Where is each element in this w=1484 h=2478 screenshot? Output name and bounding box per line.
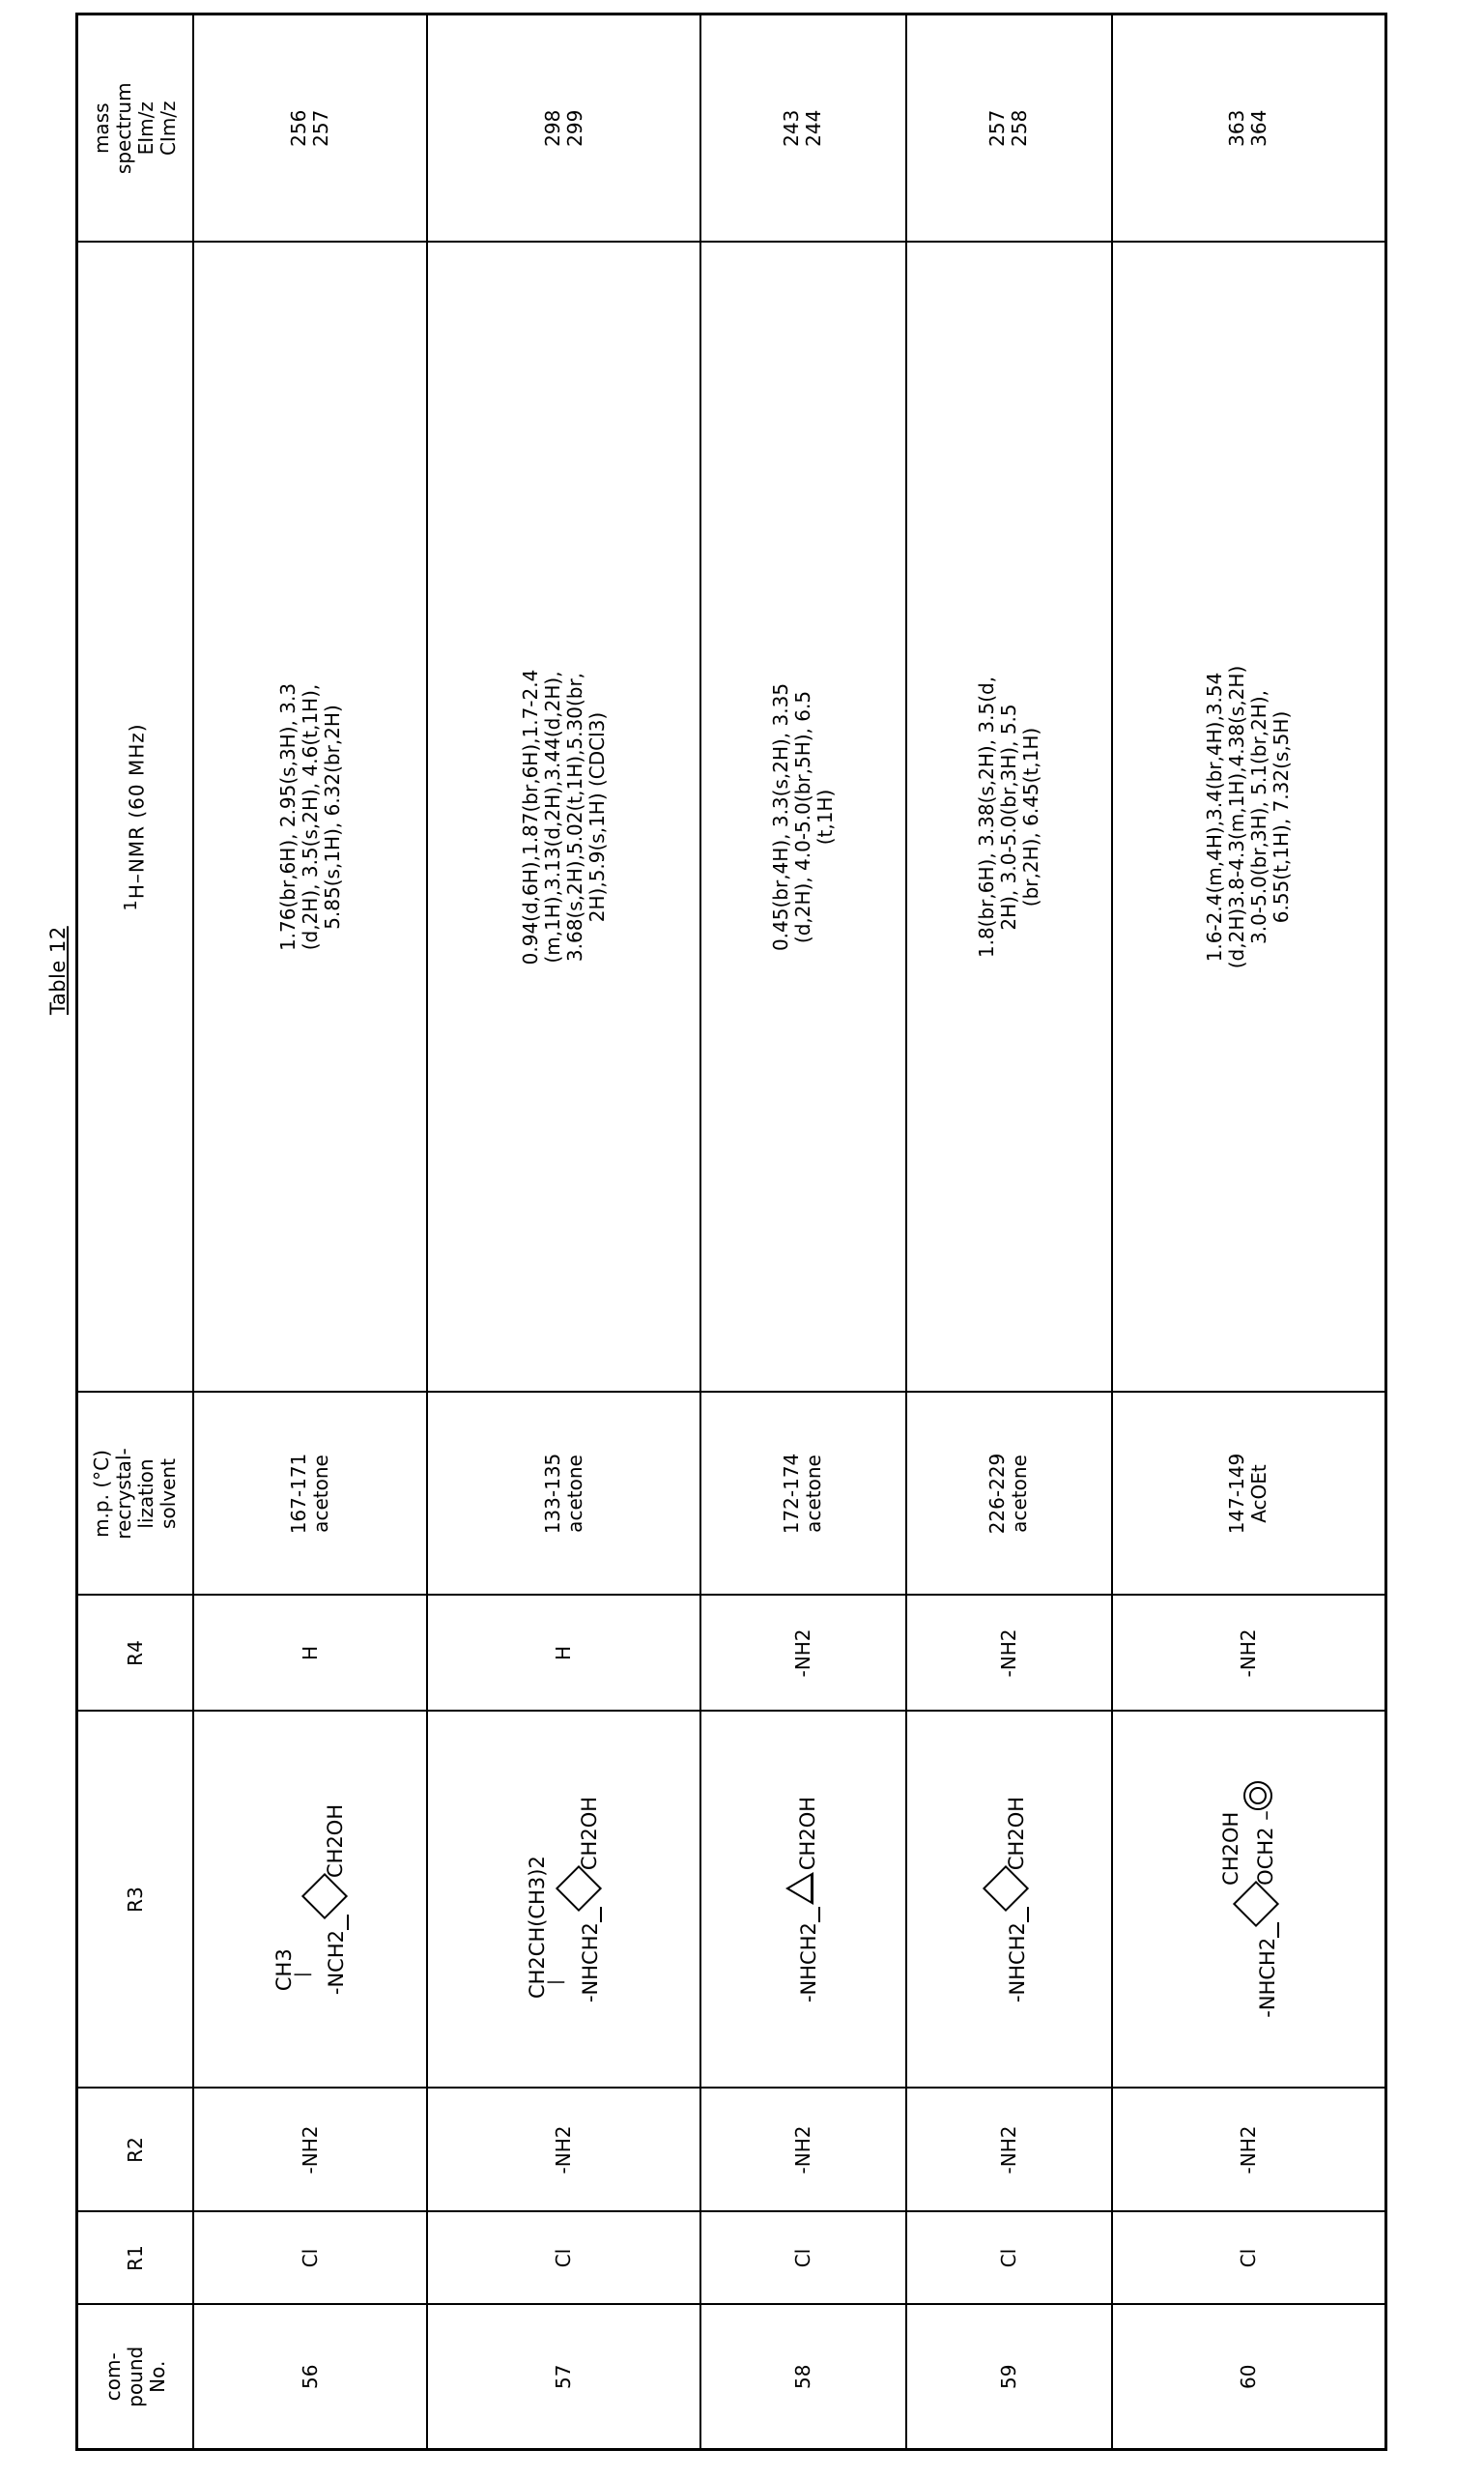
table-row [193, 14, 427, 2450]
cell-mp-solvent: 133-135 acetone [427, 1393, 699, 1596]
cyclobutyl-ring-icon [308, 1880, 346, 1913]
cell-mp-solvent: 172-174 acetone [700, 1393, 906, 1596]
cell-r2: -NH2 [427, 2089, 699, 2212]
header-r1: R1 [77, 2212, 194, 2305]
r3-right-group [795, 1797, 820, 1870]
r3-chain-label: -NHCH2 [1255, 1937, 1279, 2018]
ms-ci: 257 [309, 109, 333, 147]
table-caption: Table 12 [46, 926, 70, 1015]
bond-icon [1027, 1907, 1029, 1922]
header-nmr-label: H–NMR (60 MHz) [125, 723, 149, 900]
cell-r3 [1112, 1712, 1386, 2089]
bond-vertical-icon: | [545, 1978, 566, 1986]
cell-r1: Cl [1112, 2212, 1386, 2305]
data-table [75, 13, 1387, 2451]
r3-top-label: CH3 [271, 1948, 296, 1992]
cell-r2: -NH2 [906, 2089, 1112, 2212]
cyclobutyl-ring-icon [989, 1872, 1027, 1905]
cell-r3 [700, 1712, 906, 2089]
cell-mass-spectrum [193, 14, 427, 243]
bond-icon [600, 1907, 602, 1922]
cell-nmr: 1.76(br,6H), 2.95(s,3H), 3.3 (d,2H), 3.5(s,2H), 4.6(t,1H), 5.85(s,1H), 6.32(br,2H) [193, 243, 427, 1393]
structure-diagram [785, 1797, 820, 2003]
cell-compound-no: 56 [193, 2305, 427, 2450]
ms-ci: 244 [802, 109, 826, 147]
cell-r1: Cl [700, 2212, 906, 2305]
cell-r3 [906, 1712, 1112, 2089]
cell-mp-solvent: 147-149 AcOEt [1112, 1393, 1386, 1596]
cell-r2: -NH2 [1112, 2089, 1386, 2212]
r3-top-label: CH2CH(CH3)2 [526, 1856, 550, 2000]
cell-r4: H [193, 1596, 427, 1712]
r3-chain-label: -NHCH2 [578, 1922, 602, 2003]
bond-icon [347, 1915, 349, 1930]
r3-chain-label: -NHCH2 [1005, 1922, 1029, 2003]
header-nmr [77, 243, 194, 1393]
r3-right-label: CH2OH [1004, 1796, 1028, 1871]
table-header-row [77, 14, 194, 2450]
ms-ei: 363 [1225, 109, 1249, 147]
r3-right-label: CH2OH [795, 1796, 819, 1871]
cell-nmr: 1.8(br,6H), 3.38(s,2H), 3.5(d, 2H), 3.0-5.0(br,3H), 5.5 (br,2H), 6.45(t,1H) [906, 243, 1112, 1393]
cell-r3 [427, 1712, 699, 2089]
table-row [700, 14, 906, 2450]
cyclobutyl-ring-icon [1240, 1887, 1277, 1920]
r3-main-row [308, 1804, 348, 1995]
cell-mass-spectrum [700, 14, 906, 243]
cell-compound-no: 57 [427, 2305, 699, 2450]
r3-chain-label: -NHCH2 [797, 1922, 821, 2003]
r3-right-label: CH2OH [324, 1803, 348, 1879]
rotated-table-wrapper [75, 15, 1389, 2451]
header-compound-no: com- pound No. [77, 2305, 194, 2450]
phenyl-ring-icon [1243, 1781, 1272, 1810]
r3-right-label: CH2OH [577, 1796, 601, 1871]
cell-compound-no: 58 [700, 2305, 906, 2450]
ms-ei: 257 [985, 109, 1010, 147]
table-row [906, 14, 1112, 2450]
cell-compound-no: 60 [1112, 2305, 1386, 2450]
cell-r2: -NH2 [700, 2089, 906, 2212]
structure-diagram [272, 1804, 349, 1995]
r3-right-label: CH2OH [1219, 1811, 1243, 1886]
r3-right-group [1218, 1781, 1279, 1886]
cell-r1: Cl [906, 2212, 1112, 2305]
ms-ci: 258 [1008, 109, 1032, 147]
cell-r4: H [427, 1596, 699, 1712]
cell-r4: -NH2 [1112, 1596, 1386, 1712]
r3-main-row [989, 1797, 1029, 2003]
r3-main-row [1218, 1781, 1279, 2017]
cell-nmr: 0.94(d,6H),1.87(br,6H),1.7-2.4 (m,1H),3.13(d,2H),3.44(d,2H), 3.68(s,2H),5.02(t,1H),5.30(br, 2H),5.9(s,1H) (CDCl3) [427, 243, 699, 1393]
cell-r4: -NH2 [906, 1596, 1112, 1712]
cell-mp-solvent: 226-229 acetone [906, 1393, 1112, 1596]
bond-icon [818, 1907, 820, 1922]
cell-mass-spectrum [1112, 14, 1386, 243]
header-r2: R2 [77, 2089, 194, 2212]
r3-right-group [577, 1797, 602, 1870]
ms-ei: 298 [540, 109, 564, 147]
cell-compound-no: 59 [906, 2305, 1112, 2450]
r3-extra-text: OCH2 – [1254, 1810, 1278, 1886]
header-r4: R4 [77, 1596, 194, 1712]
bond-vertical-icon: | [291, 1972, 312, 1978]
cell-nmr: 0.45(br,4H), 3.3(s,2H), 3.35 (d,2H), 4.0-5.0(br,5H), 6.5 (t,1H) [700, 243, 906, 1393]
cyclopropyl-ring-icon [785, 1872, 818, 1905]
ms-ei: 243 [780, 109, 804, 147]
structure-diagram [989, 1797, 1029, 2003]
r3-chain-label: -NCH2 [325, 1930, 349, 1996]
r3-main-row [785, 1797, 820, 2003]
r3-right-group [323, 1804, 348, 1878]
structure-diagram [526, 1797, 602, 2003]
cell-mass-spectrum [906, 14, 1112, 243]
structure-diagram [1218, 1781, 1279, 2017]
cell-r3 [193, 1712, 427, 2089]
ms-ci: 299 [562, 109, 586, 147]
r3-extra-label [1243, 1781, 1278, 1886]
cell-r2: -NH2 [193, 2089, 427, 2212]
header-nmr-superscript: 1 [121, 899, 142, 911]
bond-icon [1277, 1922, 1279, 1938]
cell-r1: Cl [193, 2212, 427, 2305]
cell-mass-spectrum [427, 14, 699, 243]
header-mass-spectrum: mass spectrum EIm/z CIm/z [77, 14, 194, 243]
table-row [1112, 14, 1386, 2450]
ms-ei: 256 [287, 109, 311, 147]
table-row [427, 14, 699, 2450]
r3-right-group [1004, 1797, 1029, 1870]
cell-nmr: 1.6-2.4(m,4H),3.4(br,4H),3.54 (d,2H)3.8-4.3(m,1H),4.38(s,2H) 3.0-5.0(br,3H), 5.1(br,2H), 6.55(t,1H), 7.32(s,5H) [1112, 243, 1386, 1393]
cell-r1: Cl [427, 2212, 699, 2305]
cyclobutyl-ring-icon [562, 1872, 600, 1905]
ms-ci: 364 [1247, 109, 1271, 147]
cell-r4: -NH2 [700, 1596, 906, 1712]
r3-main-row [562, 1797, 602, 2003]
header-r3: R3 [77, 1712, 194, 2089]
header-mp-solvent: m.p. (°C) recrystal- lization solvent [77, 1393, 194, 1596]
cell-mp-solvent: 167-171 acetone [193, 1393, 427, 1596]
